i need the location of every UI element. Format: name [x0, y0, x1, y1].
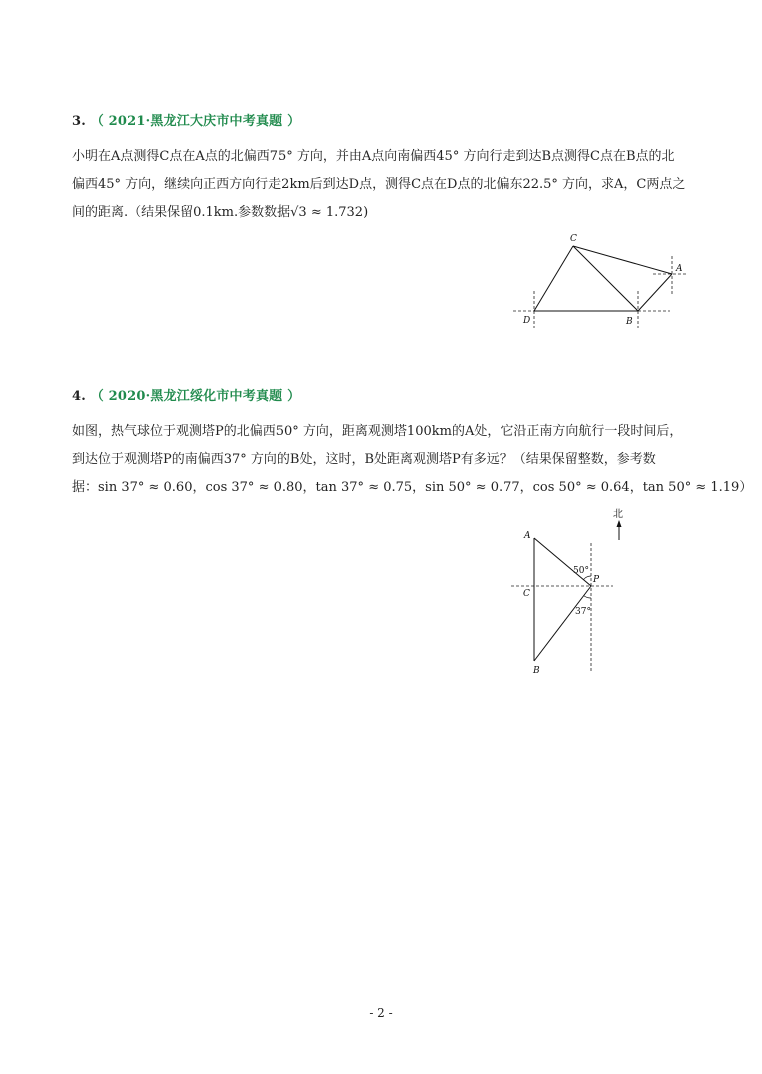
q3-label-c: C [570, 234, 577, 244]
q4-line-1: 如图，热气球位于观测塔P的北偏西50° 方向，距离观测塔100km的A处，它沿正南方向航行一段时间后， [72, 424, 683, 439]
q4-line-2: 到达位于观测塔P的南偏西37° 方向的B处，这时，B处距离观测塔P有多远？（结果保留整数，参考数 [72, 452, 656, 467]
q4-angle-arc-50 [583, 576, 591, 580]
q4-label-b: B [533, 666, 540, 676]
q4-angle-37-label: 37° [575, 607, 591, 617]
q3-label-a: A [676, 264, 683, 274]
q4-label-p: P [593, 575, 600, 585]
q4-heading [72, 385, 300, 404]
q4-label-a: A [524, 531, 531, 541]
q3-text [72, 143, 697, 227]
q4-number: 4. [72, 389, 86, 404]
q3-line-1: 小明在A点测得C点在A点的北偏西75° 方向，并由A点向南偏西45° 方向行走到达B点测得C点在B点的北 [72, 149, 675, 164]
q3-segment-ba [638, 274, 672, 311]
q4-north-label: 北 [613, 509, 623, 520]
q4-angle-50-label: 50° [573, 566, 589, 576]
q3-number: 3. [72, 114, 86, 129]
north-arrow-icon [617, 520, 622, 527]
q4-line-3: 据：sin 37° ≈ 0.60，cos 37° ≈ 0.80，tan 37° ≈ 0.75，sin 50° ≈ 0.77，cos 50° ≈ 0.64，tan 50° ≈ 1.19） [72, 480, 753, 495]
q3-heading [72, 110, 300, 129]
q3-segment-cb [573, 246, 638, 311]
q3-line-2: 偏西45° 方向，继续向正西方向行走2km后到达D点，测得C点在D点的北偏东22.5° 方向，求A，C两点之 [72, 177, 686, 192]
q4-segment-ap [534, 538, 591, 586]
q3-segment-ca [573, 246, 672, 274]
page-number: - 2 - [369, 1006, 393, 1020]
q4-angle-arc-37 [584, 596, 591, 598]
q3-line-3: 间的距离.（结果保留0.1km.参数数据√3 ≈ 1.732) [72, 205, 369, 220]
q4-figure [505, 503, 630, 683]
q3-label-d: D [523, 316, 531, 326]
q4-segment-bp [534, 586, 591, 661]
q3-figure [505, 228, 705, 333]
q4-source: （ 2020·黑龙江绥化市中考真题 ） [90, 389, 301, 404]
q3-source: （ 2021·黑龙江大庆市中考真题 ） [90, 114, 301, 129]
q4-label-c: C [523, 589, 530, 599]
q3-label-b: B [626, 317, 633, 327]
q4-text [72, 418, 753, 502]
q3-segment-cd [534, 246, 573, 311]
